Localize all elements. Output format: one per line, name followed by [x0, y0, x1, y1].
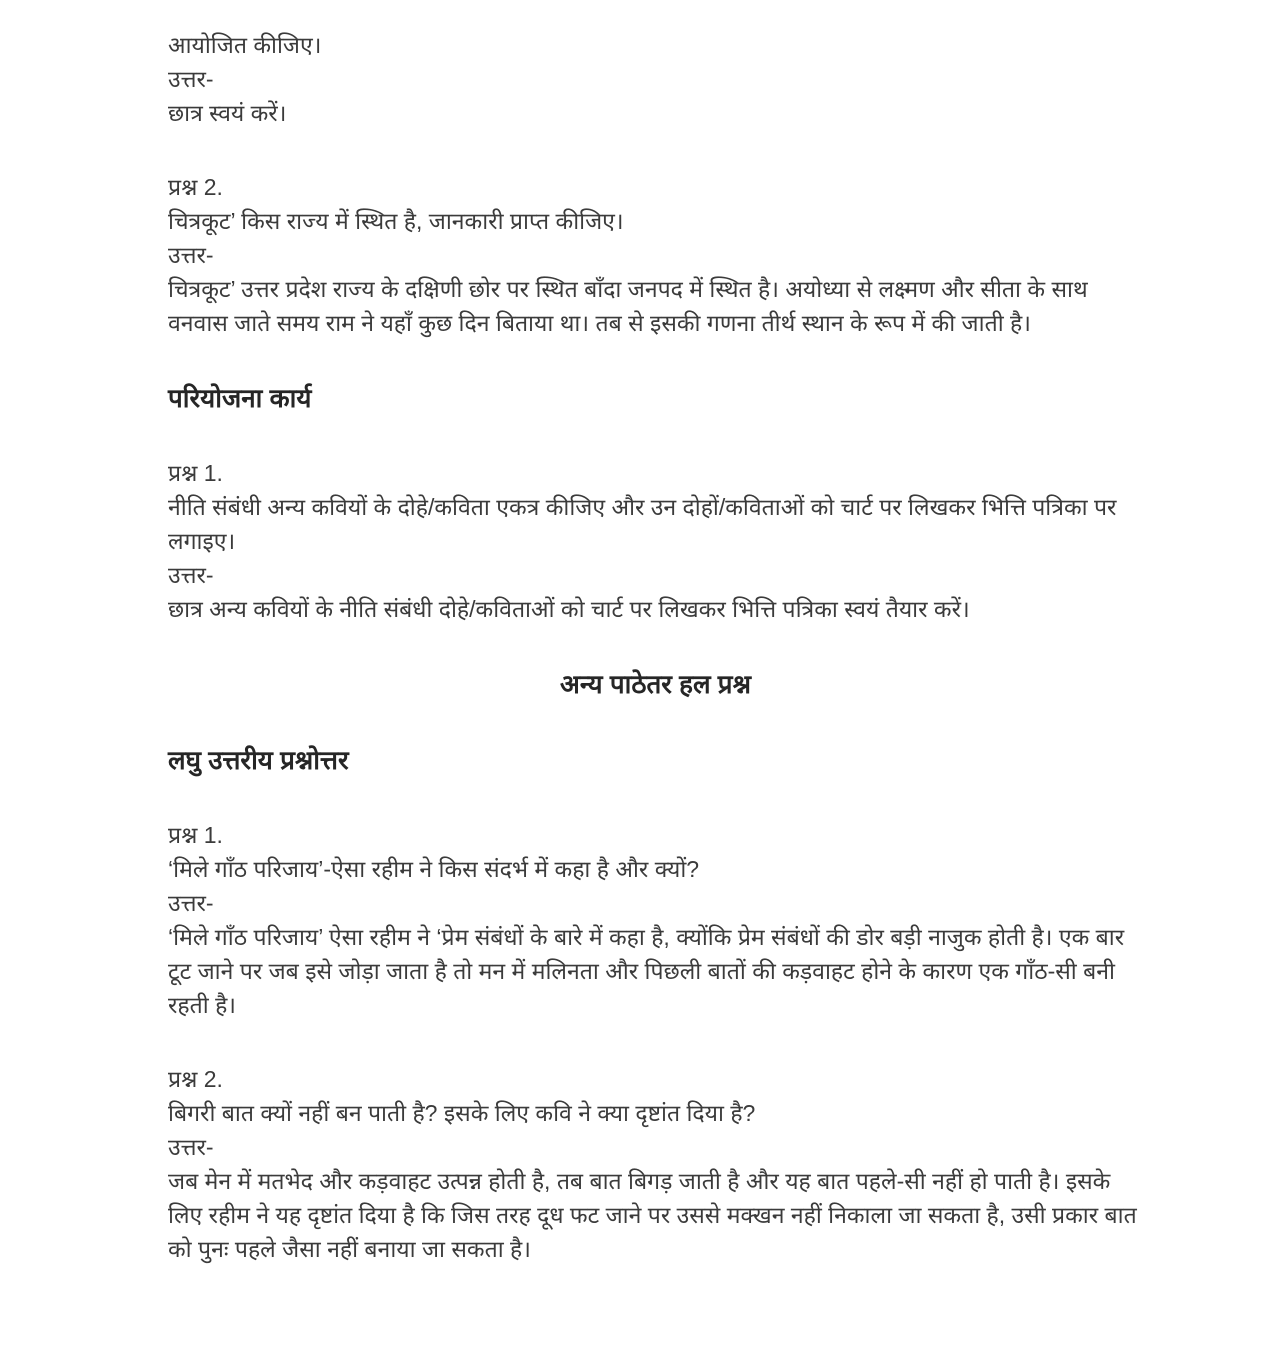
- qa-block-short-q2: [168, 1062, 1143, 1266]
- answer-label: उत्तर-: [168, 242, 214, 268]
- answer-label: उत्तर-: [168, 1134, 214, 1160]
- answer-label: उत्तर-: [168, 562, 214, 588]
- question-label: प्रश्न 1.: [168, 822, 223, 848]
- section-heading-short-answer: लघु उत्तरीय प्रश्नोत्तर: [168, 745, 349, 775]
- answer-label: उत्तर-: [168, 66, 214, 92]
- question-text: नीति संबंधी अन्य कवियों के दोहे/कविता एकत्र कीजिए और उन दोहों/कविताओं को चार्ट पर लिखकर भित्ति पत्रिका पर लगाइए।: [168, 494, 1117, 554]
- answer-text: छात्र अन्य कवियों के नीति संबंधी दोहे/कविताओं को चार्ट पर लिखकर भित्ति पत्रिका स्वयं तैयार करें।: [168, 596, 970, 622]
- qa-block-project-q1: [168, 456, 1143, 626]
- answer-text: छात्र स्वयं करें।: [168, 100, 287, 126]
- question-label: प्रश्न 2.: [168, 1066, 223, 1092]
- qa-intro-block: [168, 28, 1143, 130]
- question-text: चित्रकूट’ किस राज्य में स्थित है, जानकारी प्राप्त कीजिए।: [168, 208, 624, 234]
- qa-block-textual-q2: [168, 170, 1143, 340]
- question-label: प्रश्न 1.: [168, 460, 223, 486]
- question-tail-text: आयोजित कीजिए।: [168, 32, 322, 58]
- section-heading-project-work: परियोजना कार्य: [168, 383, 312, 413]
- question-label: प्रश्न 2.: [168, 174, 223, 200]
- question-text: बिगरी बात क्यों नहीं बन पाती है? इसके लिए कवि ने क्या दृष्टांत दिया है?: [168, 1100, 756, 1126]
- answer-text: ‘मिले गाँठ परिजाय’ ऐसा रहीम ने ‘प्रेम संबंधों के बारे में कहा है, क्योंकि प्रेम संबंधों की डोर बड़ी नाजुक होती है। एक बार टूट जाने पर जब इसे जोड़ा जाता है तो मन में मलिनता और पिछली बातों की कड़वाहट होने के कारण एक गाँठ-सी बनी रहती है।: [168, 924, 1125, 1018]
- answer-label: उत्तर-: [168, 890, 214, 916]
- question-text: ‘मिले गाँठ परिजाय’-ऐसा रहीम ने किस संदर्भ में कहा है और क्यों?: [168, 856, 700, 882]
- answer-text: चित्रकूट’ उत्तर प्रदेश राज्य के दक्षिणी छोर पर स्थित बाँदा जनपद में स्थित है। अयोध्या से लक्ष्मण और सीता के साथ वनवास जाते समय राम ने यहाँ कुछ दिन बिताया था। तब से इसकी गणना तीर्थ स्थान के रूप में की जाती है।: [168, 276, 1088, 336]
- qa-block-short-q1: [168, 818, 1143, 1022]
- section-heading-other-questions: अन्य पाठेतर हल प्रश्न: [560, 669, 751, 699]
- answer-text: जब मेन में मतभेद और कड़वाहट उत्पन्न होती है, तब बात बिगड़ जाती है और यह बात पहले-सी नहीं हो पाती है। इसके लिए रहीम ने यह दृष्टांत दिया है कि जिस तरह दूध फट जाने पर उससे मक्खन नहीं निकाला जा सकता है, उसी प्रकार बात को पुनः पहले जैसा नहीं बनाया जा सकता है।: [168, 1168, 1137, 1262]
